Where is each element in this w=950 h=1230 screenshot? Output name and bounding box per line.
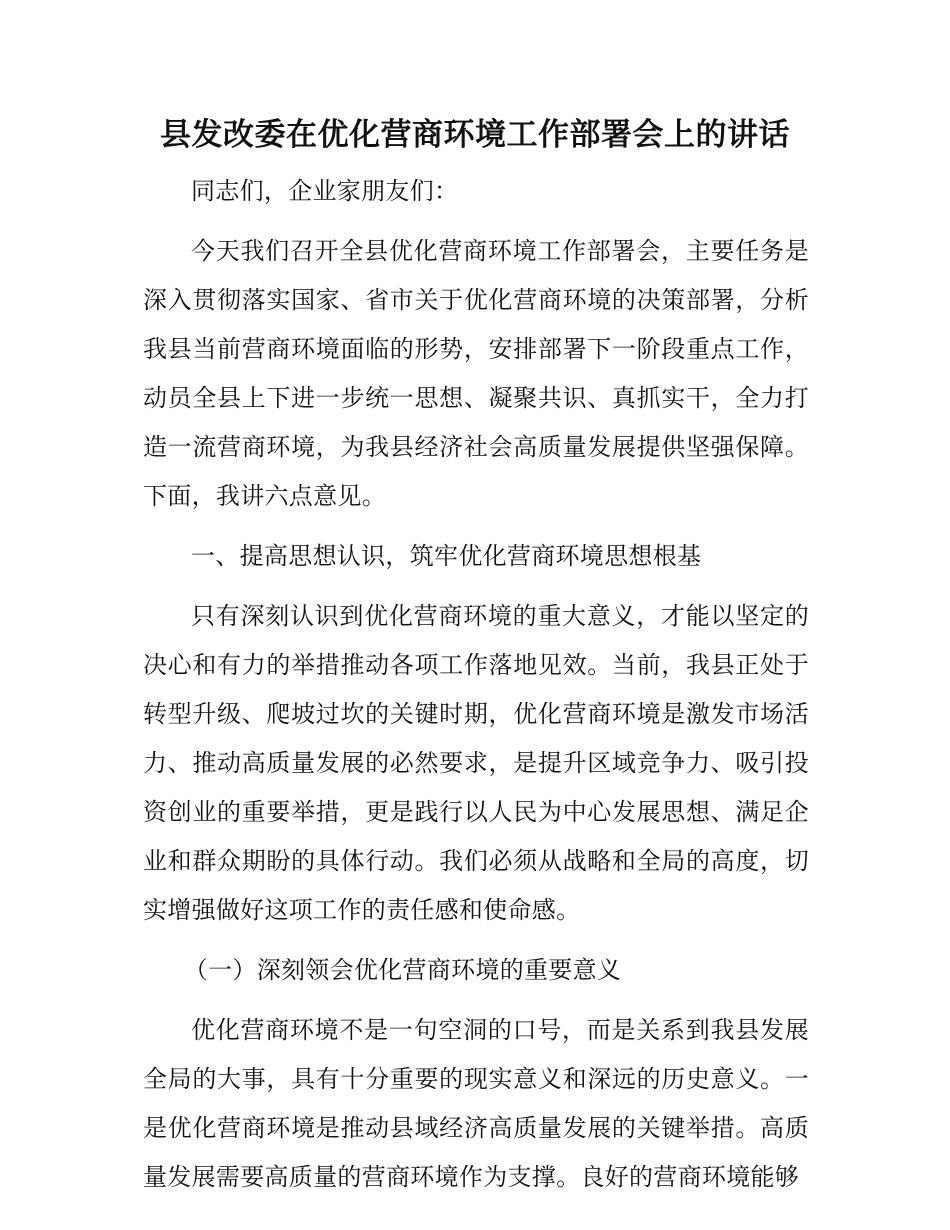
salutation-paragraph: 同志们，企业家朋友们： bbox=[191, 177, 459, 205]
intro-paragraph: 今天我们召开全县优化营商环境工作部署会，主要任务是深入贯彻落实国家、省市关于优化营商环境的决策部署，分析我县当前营商环境面临的形势，安排部署下一阶段重点工作，动员全县上下进一步统一思想、凝聚共识、真抓实干，全力打造一流营商环境，为我县经济社会高质量发展提供坚强保障。下面，我讲六点意见。 bbox=[143, 237, 809, 510]
section-heading: 一、提高思想认识，筑牢优化营商环境思想根基 bbox=[191, 542, 702, 570]
document-body bbox=[143, 167, 809, 1202]
subsection-body-paragraph: 优化营商环境不是一句空洞的口号，而是关系到我县发展全局的大事，具有十分重要的现实意义和深远的历史意义。一是优化营商环境是推动县域经济高质量发展的关键举措。高质量发展需要高质量的营商环境作为支撑。良好的营商环境能够 bbox=[143, 1016, 809, 1191]
section-body-paragraph: 只有深刻认识到优化营商环境的重大意义，才能以坚定的决心和有力的举措推动各项工作落地见效。当前，我县正处于转型升级、爬坡过坎的关键时期，优化营商环境是激发市场活力、推动高质量发展的必然要求，是提升区域竞争力、吸引投资创业的重要举措，更是践行以人民为中心发展思想、满足企业和群众期盼的具体行动。我们必须从战略和全局的高度，切实增强做好这项工作的责任感和使命感。 bbox=[143, 602, 809, 924]
document-title: 县发改委在优化营商环境工作部署会上的讲话 bbox=[160, 117, 790, 153]
subsection-heading: （一）深刻领会优化营商环境的重要意义 bbox=[183, 956, 622, 984]
